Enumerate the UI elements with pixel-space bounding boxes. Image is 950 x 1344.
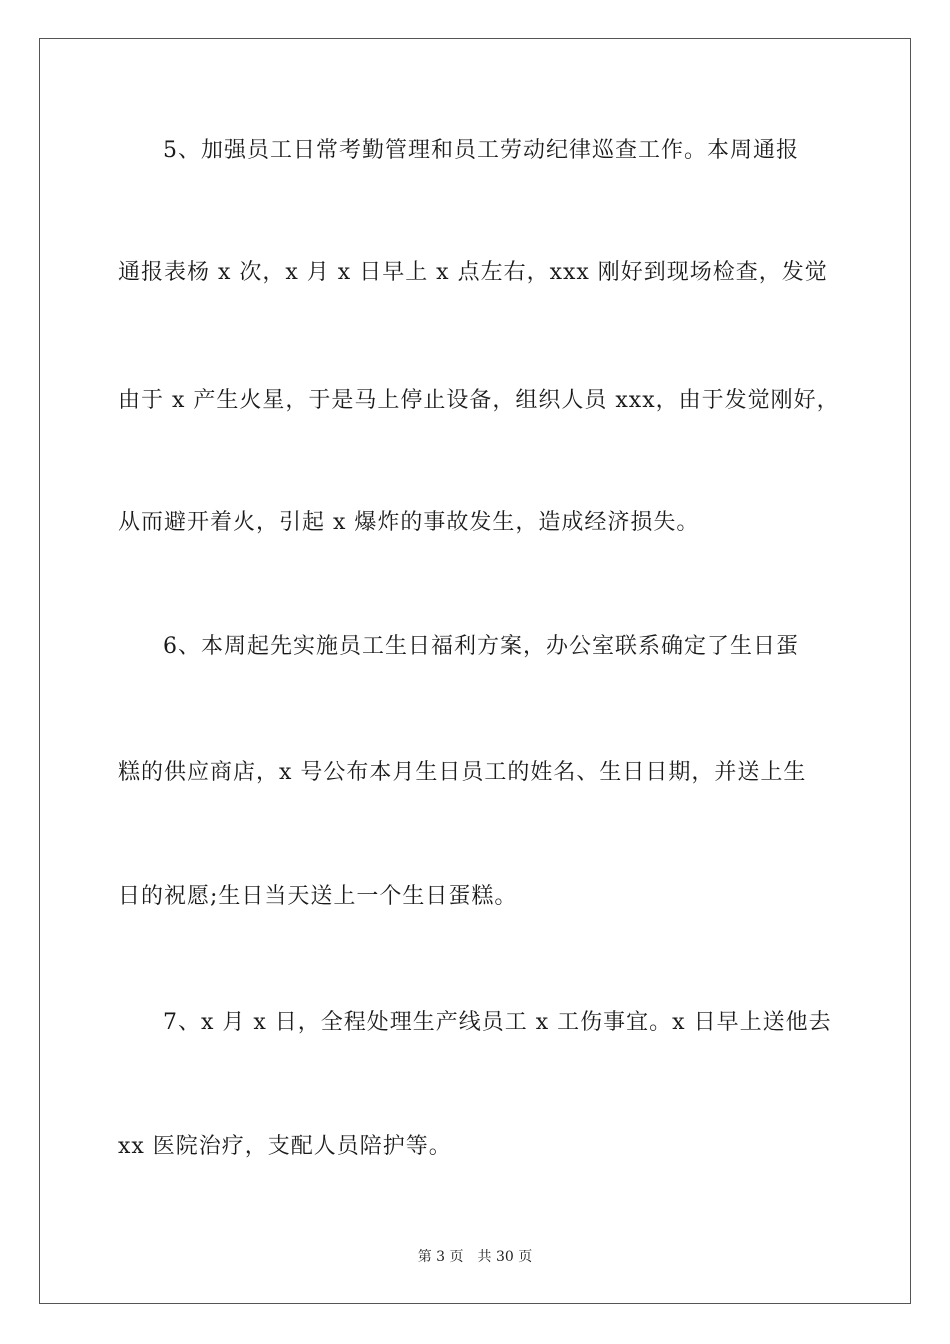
page-border	[39, 38, 911, 1304]
page-total: 共 30 页	[477, 1249, 533, 1265]
paragraph-5-line-3: 由于 x 产生火星，于是马上停止设备，组织人员 xxx，由于发觉刚好，	[118, 388, 840, 413]
paragraph-6-line-3: 日的祝愿;生日当天送上一个生日蛋糕。	[118, 884, 518, 909]
paragraph-6-line-2: 糕的供应商店，x 号公布本月生日员工的姓名、生日日期，并送上生	[118, 760, 807, 785]
page-footer	[0, 1248, 950, 1266]
paragraph-5-line-4: 从而避开着火，引起 x 爆炸的事故发生，造成经济损失。	[118, 510, 700, 535]
paragraph-5-line-1: 5、加强员工日常考勤管理和员工劳动纪律巡查工作。本周通报	[163, 138, 799, 163]
paragraph-5-line-2: 通报表杨 x 次，x 月 x 日早上 x 点左右，xxx 刚好到现场检查，发觉	[118, 260, 828, 285]
paragraph-7-line-2: xx 医院治疗，支配人员陪护等。	[118, 1134, 452, 1159]
page-number: 第 3 页	[417, 1249, 464, 1265]
paragraph-7-line-1: 7、x 月 x 日，全程处理生产线员工 x 工伤事宜。x 日早上送他去	[163, 1010, 832, 1035]
paragraph-6-line-1: 6、本周起先实施员工生日福利方案，办公室联系确定了生日蛋	[163, 634, 799, 659]
